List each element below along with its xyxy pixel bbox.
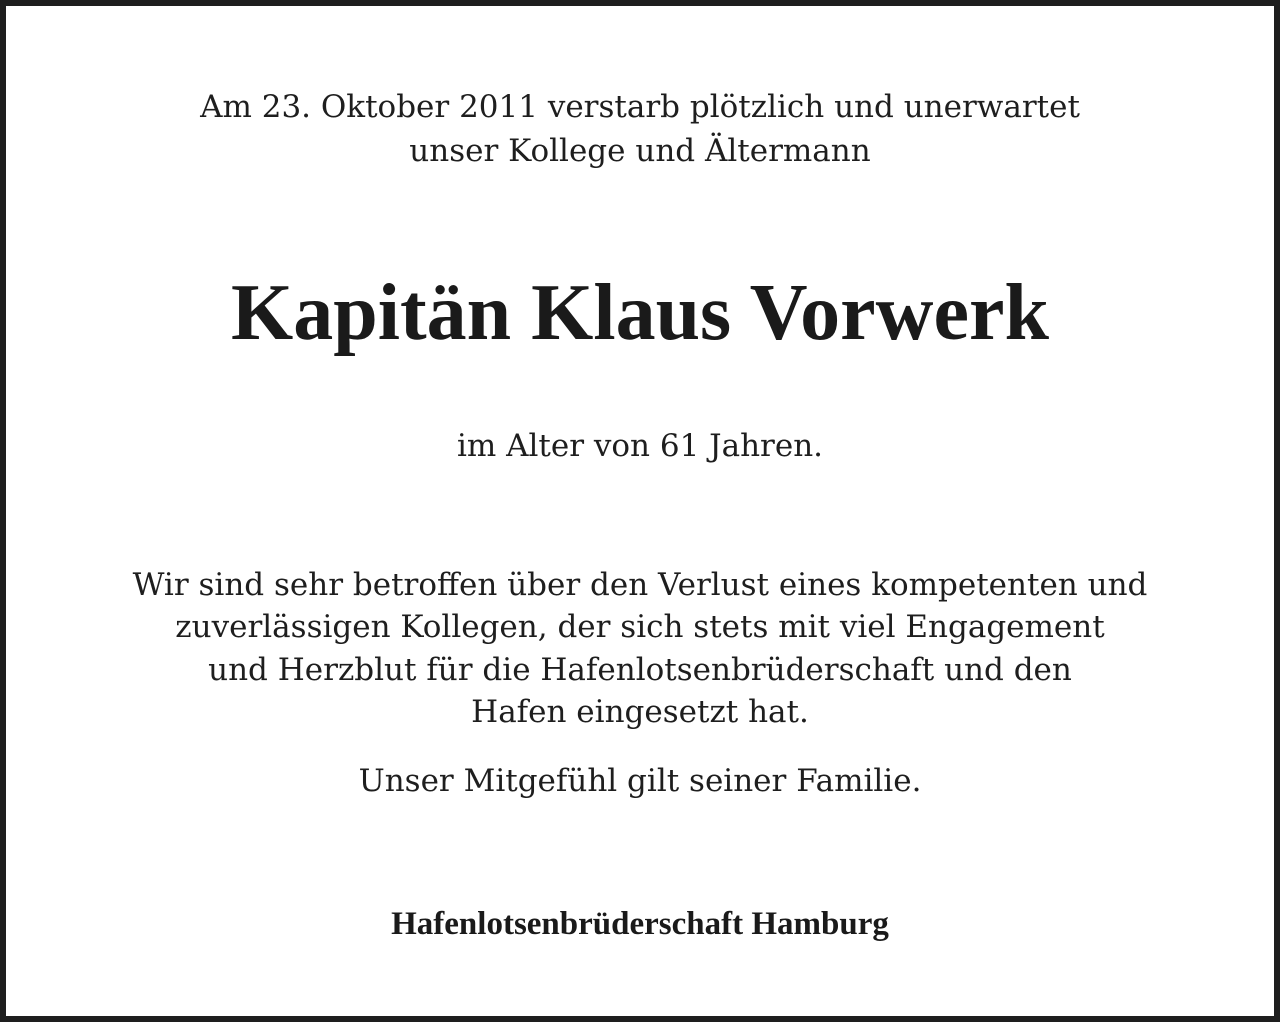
age-line: im Alter von 61 Jahren.: [456, 428, 824, 464]
body-line-3: und Herzblut für die Hafenlotsenbrüderschaft und den: [208, 652, 1072, 688]
body-line-4: Hafen eingesetzt hat.: [471, 694, 809, 730]
intro-line-1: Am 23. Oktober 2011 verstarb plötzlich und unerwartet: [200, 89, 1080, 125]
intro-line-2: unser Kollege und Ältermann: [409, 133, 871, 169]
deceased-name: Kapitän Klaus Vorwerk: [231, 269, 1049, 357]
signature: Hafenlotsenbrüderschaft Hamburg: [391, 906, 889, 942]
body-line-2: zuverlässigen Kollegen, der sich stets mit viel Engagement: [175, 609, 1105, 645]
condolence-line: Unser Mitgefühl gilt seiner Familie.: [358, 763, 922, 799]
body-line-1: Wir sind sehr betroffen über den Verlust eines kompetenten und: [132, 567, 1148, 603]
